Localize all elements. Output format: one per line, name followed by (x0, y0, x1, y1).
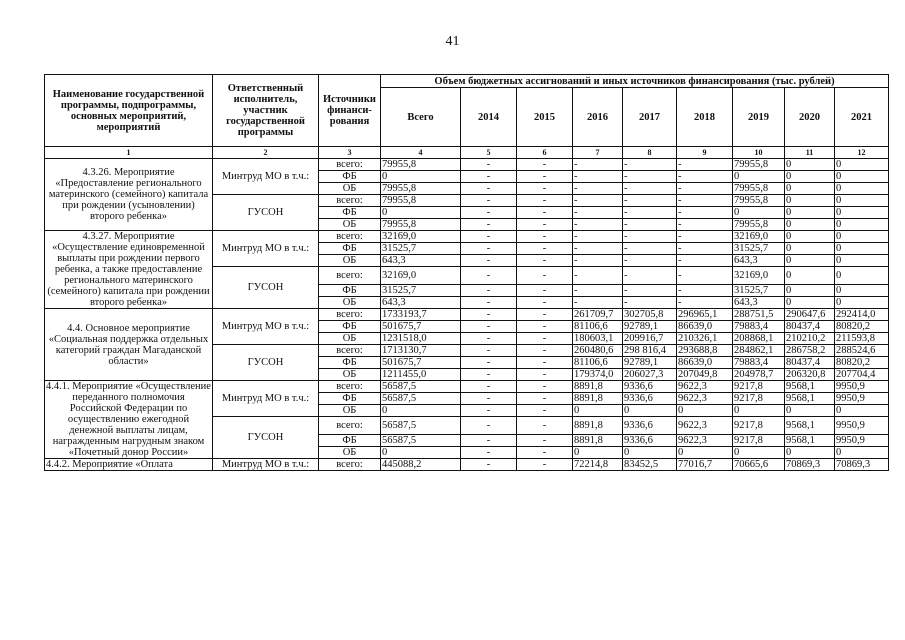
amount-year: 0 (733, 447, 785, 459)
amount-year: 79955,8 (733, 159, 785, 171)
amount-year: 0 (785, 231, 835, 243)
amount-year: - (573, 243, 623, 255)
amount-year: - (677, 195, 733, 207)
header-year: 2017 (623, 88, 677, 147)
amount-year: - (517, 231, 573, 243)
amount-year: 0 (835, 183, 889, 195)
column-number: 4 (381, 147, 461, 159)
responsible-executor: Минтруд МО в т.ч.: (213, 231, 319, 267)
amount-total: 0 (381, 171, 461, 183)
amount-year: - (461, 447, 517, 459)
amount-year: - (461, 171, 517, 183)
funding-source: всего: (319, 345, 381, 357)
amount-year: 292414,0 (835, 309, 889, 321)
amount-year: - (573, 267, 623, 285)
amount-year: 0 (835, 405, 889, 417)
amount-year: 79955,8 (733, 183, 785, 195)
amount-year: - (461, 243, 517, 255)
header-total: Всего (381, 88, 461, 147)
amount-year: - (573, 297, 623, 309)
amount-year: 286758,2 (785, 345, 835, 357)
header-year: 2020 (785, 88, 835, 147)
amount-total: 1231518,0 (381, 333, 461, 345)
amount-year: 80437,4 (785, 321, 835, 333)
amount-year: - (461, 357, 517, 369)
amount-total: 643,3 (381, 297, 461, 309)
amount-year: 0 (785, 159, 835, 171)
amount-year: 0 (835, 297, 889, 309)
amount-year: - (677, 231, 733, 243)
amount-year: 210210,2 (785, 333, 835, 345)
activity-name: 4.4. Основное мероприятие «Социальная поддержка отдельных категорий граждан Магаданской области» (45, 309, 213, 381)
amount-year: 0 (785, 171, 835, 183)
funding-source: всего: (319, 381, 381, 393)
amount-year: - (623, 267, 677, 285)
amount-year: 0 (785, 207, 835, 219)
responsible-executor: ГУСОН (213, 267, 319, 309)
amount-year: - (517, 459, 573, 471)
funding-source: ФБ (319, 171, 381, 183)
budget-table (44, 74, 889, 471)
amount-year: 9217,8 (733, 393, 785, 405)
amount-total: 32169,0 (381, 231, 461, 243)
funding-source: ОБ (319, 255, 381, 267)
amount-year: - (517, 171, 573, 183)
amount-year: 643,3 (733, 297, 785, 309)
amount-year: - (623, 243, 677, 255)
amount-year: 209916,7 (623, 333, 677, 345)
amount-year: 70869,3 (835, 459, 889, 471)
amount-year: 206320,8 (785, 369, 835, 381)
funding-source: ФБ (319, 357, 381, 369)
amount-year: 86639,0 (677, 357, 733, 369)
header-source: Источники финанси-рования (319, 75, 381, 147)
amount-year: 79955,8 (733, 219, 785, 231)
amount-year: - (623, 219, 677, 231)
amount-year: 207704,4 (835, 369, 889, 381)
amount-total: 1211455,0 (381, 369, 461, 381)
amount-year: - (623, 297, 677, 309)
table-row (45, 459, 889, 471)
amount-year: 260480,6 (573, 345, 623, 357)
amount-year: 0 (785, 267, 835, 285)
amount-year: - (461, 207, 517, 219)
amount-year: 92789,1 (623, 357, 677, 369)
amount-year: - (517, 195, 573, 207)
funding-source: ФБ (319, 435, 381, 447)
amount-year: - (623, 255, 677, 267)
amount-year: 0 (835, 255, 889, 267)
amount-year: 79955,8 (733, 195, 785, 207)
activity-name: 4.3.27. Мероприятие «Осуществление единовременной выплаты при рождении первого ребенка, а также предоставление регионального материнского (семейного) капитала при рождении второго ребенка» (45, 231, 213, 309)
amount-year: - (517, 333, 573, 345)
responsible-executor: Минтруд МО в т.ч.: (213, 381, 319, 417)
amount-total: 56587,5 (381, 393, 461, 405)
amount-year: - (461, 231, 517, 243)
amount-year: - (461, 417, 517, 435)
amount-year: 0 (785, 447, 835, 459)
amount-year: 0 (573, 405, 623, 417)
amount-year: 0 (677, 405, 733, 417)
amount-year: 207049,8 (677, 369, 733, 381)
amount-year: - (573, 171, 623, 183)
amount-total: 56587,5 (381, 417, 461, 435)
amount-year: 643,3 (733, 255, 785, 267)
amount-year: 32169,0 (733, 231, 785, 243)
amount-year: - (517, 381, 573, 393)
amount-year: - (461, 345, 517, 357)
amount-year: - (517, 243, 573, 255)
amount-year: - (623, 159, 677, 171)
amount-year: 80820,2 (835, 357, 889, 369)
amount-year: - (517, 255, 573, 267)
table-row (45, 381, 889, 393)
amount-year: - (677, 297, 733, 309)
amount-total: 501675,7 (381, 321, 461, 333)
amount-year: 8891,8 (573, 393, 623, 405)
amount-year: - (573, 285, 623, 297)
amount-year: 0 (785, 243, 835, 255)
amount-year: - (461, 183, 517, 195)
amount-year: 9568,1 (785, 435, 835, 447)
amount-year: 0 (785, 285, 835, 297)
amount-year: 8891,8 (573, 381, 623, 393)
amount-year: 86639,0 (677, 321, 733, 333)
amount-year: - (461, 219, 517, 231)
amount-year: 81106,6 (573, 321, 623, 333)
column-numbers-row (45, 147, 889, 159)
amount-year: - (461, 435, 517, 447)
amount-year: 261709,7 (573, 309, 623, 321)
amount-year: 9950,9 (835, 393, 889, 405)
amount-total: 79955,8 (381, 159, 461, 171)
amount-year: 9622,3 (677, 381, 733, 393)
column-number: 6 (517, 147, 573, 159)
amount-year: 9568,1 (785, 417, 835, 435)
amount-year: 210326,1 (677, 333, 733, 345)
funding-source: всего: (319, 195, 381, 207)
amount-year: 0 (835, 285, 889, 297)
amount-total: 31525,7 (381, 243, 461, 255)
amount-year: 0 (785, 255, 835, 267)
amount-year: - (677, 243, 733, 255)
activity-name: 4.3.26. Мероприятие «Предоставление регионального материнского (семейного) капитала при рождении (усыновлении) второго ребенка» (45, 159, 213, 231)
funding-source: ФБ (319, 243, 381, 255)
amount-year: 0 (835, 171, 889, 183)
amount-year: - (517, 159, 573, 171)
table-row (45, 231, 889, 243)
amount-year: - (517, 369, 573, 381)
header-year: 2016 (573, 88, 623, 147)
amount-year: 0 (733, 405, 785, 417)
header-year: 2014 (461, 88, 517, 147)
responsible-executor: Минтруд МО в т.ч.: (213, 159, 319, 195)
amount-year: 0 (835, 195, 889, 207)
amount-year: 284862,1 (733, 345, 785, 357)
amount-total: 1713130,7 (381, 345, 461, 357)
amount-year: - (461, 255, 517, 267)
amount-year: - (573, 195, 623, 207)
amount-year: 302705,8 (623, 309, 677, 321)
amount-year: 9336,6 (623, 435, 677, 447)
column-number: 7 (573, 147, 623, 159)
amount-year: - (573, 231, 623, 243)
amount-year: 0 (677, 447, 733, 459)
amount-year: 9568,1 (785, 393, 835, 405)
amount-year: - (517, 417, 573, 435)
amount-total: 79955,8 (381, 183, 461, 195)
funding-source: всего: (319, 267, 381, 285)
amount-total: 56587,5 (381, 435, 461, 447)
responsible-executor: Минтруд МО в т.ч.: (213, 459, 319, 471)
amount-year: - (517, 297, 573, 309)
amount-year: 9217,8 (733, 417, 785, 435)
amount-year: - (677, 219, 733, 231)
amount-year: - (623, 171, 677, 183)
amount-year: 0 (785, 183, 835, 195)
amount-total: 32169,0 (381, 267, 461, 285)
amount-year: 9568,1 (785, 381, 835, 393)
funding-source: ОБ (319, 183, 381, 195)
amount-year: - (461, 369, 517, 381)
amount-year: 81106,6 (573, 357, 623, 369)
amount-year: - (461, 297, 517, 309)
amount-year: - (677, 285, 733, 297)
amount-year: 77016,7 (677, 459, 733, 471)
page-number: 41 (445, 34, 460, 49)
amount-year: 288751,5 (733, 309, 785, 321)
activity-name: 4.4.2. Мероприятие «Оплата (45, 459, 213, 471)
header-name: Наименование государственной программы, подпрограммы, основных мероприятий, мероприятий (45, 75, 213, 147)
amount-year: 180603,1 (573, 333, 623, 345)
funding-source: всего: (319, 159, 381, 171)
amount-year: - (461, 393, 517, 405)
responsible-executor: Минтруд МО в т.ч.: (213, 309, 319, 345)
column-number: 8 (623, 147, 677, 159)
amount-year: - (461, 195, 517, 207)
amount-year: 9336,6 (623, 393, 677, 405)
amount-year: 204978,7 (733, 369, 785, 381)
amount-year: 179374,0 (573, 369, 623, 381)
amount-year: - (517, 405, 573, 417)
amount-total: 643,3 (381, 255, 461, 267)
amount-year: - (677, 171, 733, 183)
column-number: 2 (213, 147, 319, 159)
responsible-executor: ГУСОН (213, 345, 319, 381)
amount-year: 0 (835, 207, 889, 219)
amount-year: - (517, 267, 573, 285)
amount-total: 1733193,7 (381, 309, 461, 321)
amount-year: 83452,5 (623, 459, 677, 471)
amount-year: 0 (835, 267, 889, 285)
amount-year: - (517, 309, 573, 321)
amount-year: 72214,8 (573, 459, 623, 471)
amount-year: 70869,3 (785, 459, 835, 471)
column-number: 3 (319, 147, 381, 159)
funding-source: ФБ (319, 321, 381, 333)
amount-year: 80820,2 (835, 321, 889, 333)
amount-year: 31525,7 (733, 243, 785, 255)
amount-year: - (517, 345, 573, 357)
amount-year: 206027,3 (623, 369, 677, 381)
header-year: 2018 (677, 88, 733, 147)
amount-total: 31525,7 (381, 285, 461, 297)
amount-year: 298 816,4 (623, 345, 677, 357)
amount-year: 290647,6 (785, 309, 835, 321)
amount-year: 0 (573, 447, 623, 459)
amount-year: - (573, 219, 623, 231)
amount-year: - (573, 207, 623, 219)
amount-year: - (461, 333, 517, 345)
amount-year: 0 (835, 447, 889, 459)
amount-year: 0 (835, 219, 889, 231)
amount-total: 56587,5 (381, 381, 461, 393)
amount-year: - (677, 159, 733, 171)
amount-year: - (677, 255, 733, 267)
amount-year: 0 (835, 159, 889, 171)
amount-year: 0 (623, 447, 677, 459)
funding-source: всего: (319, 231, 381, 243)
amount-year: - (623, 207, 677, 219)
amount-year: 9950,9 (835, 381, 889, 393)
amount-year: 0 (733, 207, 785, 219)
funding-source: ОБ (319, 297, 381, 309)
column-number: 11 (785, 147, 835, 159)
amount-year: - (461, 285, 517, 297)
table-row (45, 309, 889, 321)
amount-year: 296965,1 (677, 309, 733, 321)
amount-year: - (517, 435, 573, 447)
amount-year: - (517, 447, 573, 459)
amount-year: 9336,6 (623, 381, 677, 393)
amount-total: 0 (381, 207, 461, 219)
amount-total: 445088,2 (381, 459, 461, 471)
column-number: 9 (677, 147, 733, 159)
amount-total: 79955,8 (381, 219, 461, 231)
amount-year: 79883,4 (733, 357, 785, 369)
amount-total: 0 (381, 405, 461, 417)
header-responsible: Ответственный исполнитель, участник государственной программы (213, 75, 319, 147)
activity-name: 4.4.1. Мероприятие «Осуществление переданного полномочия Российской Федерации по осуществлению ежегодной денежной выплаты лицам, награжденным нагрудным знаком «Почетный донор России» (46, 381, 211, 458)
funding-source: ФБ (319, 285, 381, 297)
amount-year: - (677, 207, 733, 219)
amount-total: 501675,7 (381, 357, 461, 369)
amount-year: - (623, 195, 677, 207)
funding-source: всего: (319, 459, 381, 471)
amount-year: - (517, 207, 573, 219)
amount-year: 0 (785, 195, 835, 207)
amount-year: - (461, 381, 517, 393)
amount-year: 293688,8 (677, 345, 733, 357)
amount-year: 92789,1 (623, 321, 677, 333)
table-row (45, 159, 889, 171)
amount-year: 9217,8 (733, 435, 785, 447)
amount-year: - (573, 255, 623, 267)
amount-year: 0 (835, 231, 889, 243)
amount-year: 9336,6 (623, 417, 677, 435)
responsible-executor: ГУСОН (213, 417, 319, 459)
funding-source: ОБ (319, 333, 381, 345)
funding-source: ОБ (319, 369, 381, 381)
amount-year: 0 (785, 405, 835, 417)
amount-year: - (517, 285, 573, 297)
column-number: 10 (733, 147, 785, 159)
amount-year: - (517, 393, 573, 405)
amount-year: - (517, 219, 573, 231)
amount-year: 211593,8 (835, 333, 889, 345)
amount-year: - (461, 267, 517, 285)
column-number: 12 (835, 147, 889, 159)
amount-year: 32169,0 (733, 267, 785, 285)
amount-year: 288524,6 (835, 345, 889, 357)
funding-source: всего: (319, 309, 381, 321)
header-year: 2019 (733, 88, 785, 147)
amount-year: - (461, 405, 517, 417)
amount-year: - (461, 309, 517, 321)
amount-year: 208868,1 (733, 333, 785, 345)
amount-year: 8891,8 (573, 435, 623, 447)
amount-year: - (677, 267, 733, 285)
funding-source: всего: (319, 417, 381, 435)
amount-total: 0 (381, 447, 461, 459)
amount-year: 0 (835, 243, 889, 255)
amount-year: - (461, 459, 517, 471)
funding-source: ФБ (319, 207, 381, 219)
amount-year: - (677, 183, 733, 195)
amount-year: 79883,4 (733, 321, 785, 333)
amount-year: - (623, 231, 677, 243)
header-volume: Объем бюджетных ассигнований и иных источников финансирования (тыс. рублей) (381, 75, 889, 88)
funding-source: ФБ (319, 393, 381, 405)
amount-year: - (623, 285, 677, 297)
amount-year: - (517, 183, 573, 195)
amount-year: - (517, 321, 573, 333)
amount-year: - (461, 321, 517, 333)
amount-year: - (517, 357, 573, 369)
amount-total: 79955,8 (381, 195, 461, 207)
amount-year: 9950,9 (835, 435, 889, 447)
amount-year: 9950,9 (835, 417, 889, 435)
amount-year: - (623, 183, 677, 195)
column-number: 5 (461, 147, 517, 159)
amount-year: 31525,7 (733, 285, 785, 297)
amount-year: 9622,3 (677, 417, 733, 435)
amount-year: 9622,3 (677, 435, 733, 447)
funding-source: ОБ (319, 219, 381, 231)
header-year: 2021 (835, 88, 889, 147)
amount-year: - (461, 159, 517, 171)
funding-source: ОБ (319, 405, 381, 417)
funding-source: ОБ (319, 447, 381, 459)
amount-year: - (573, 159, 623, 171)
column-number: 1 (45, 147, 213, 159)
amount-year: 8891,8 (573, 417, 623, 435)
amount-year: 0 (733, 171, 785, 183)
amount-year: 80437,4 (785, 357, 835, 369)
amount-year: 0 (785, 297, 835, 309)
amount-year: 0 (785, 219, 835, 231)
amount-year: 9217,8 (733, 381, 785, 393)
amount-year: 0 (623, 405, 677, 417)
amount-year: 70665,6 (733, 459, 785, 471)
amount-year: 9622,3 (677, 393, 733, 405)
amount-year: - (573, 183, 623, 195)
responsible-executor: ГУСОН (213, 195, 319, 231)
header-year: 2015 (517, 88, 573, 147)
